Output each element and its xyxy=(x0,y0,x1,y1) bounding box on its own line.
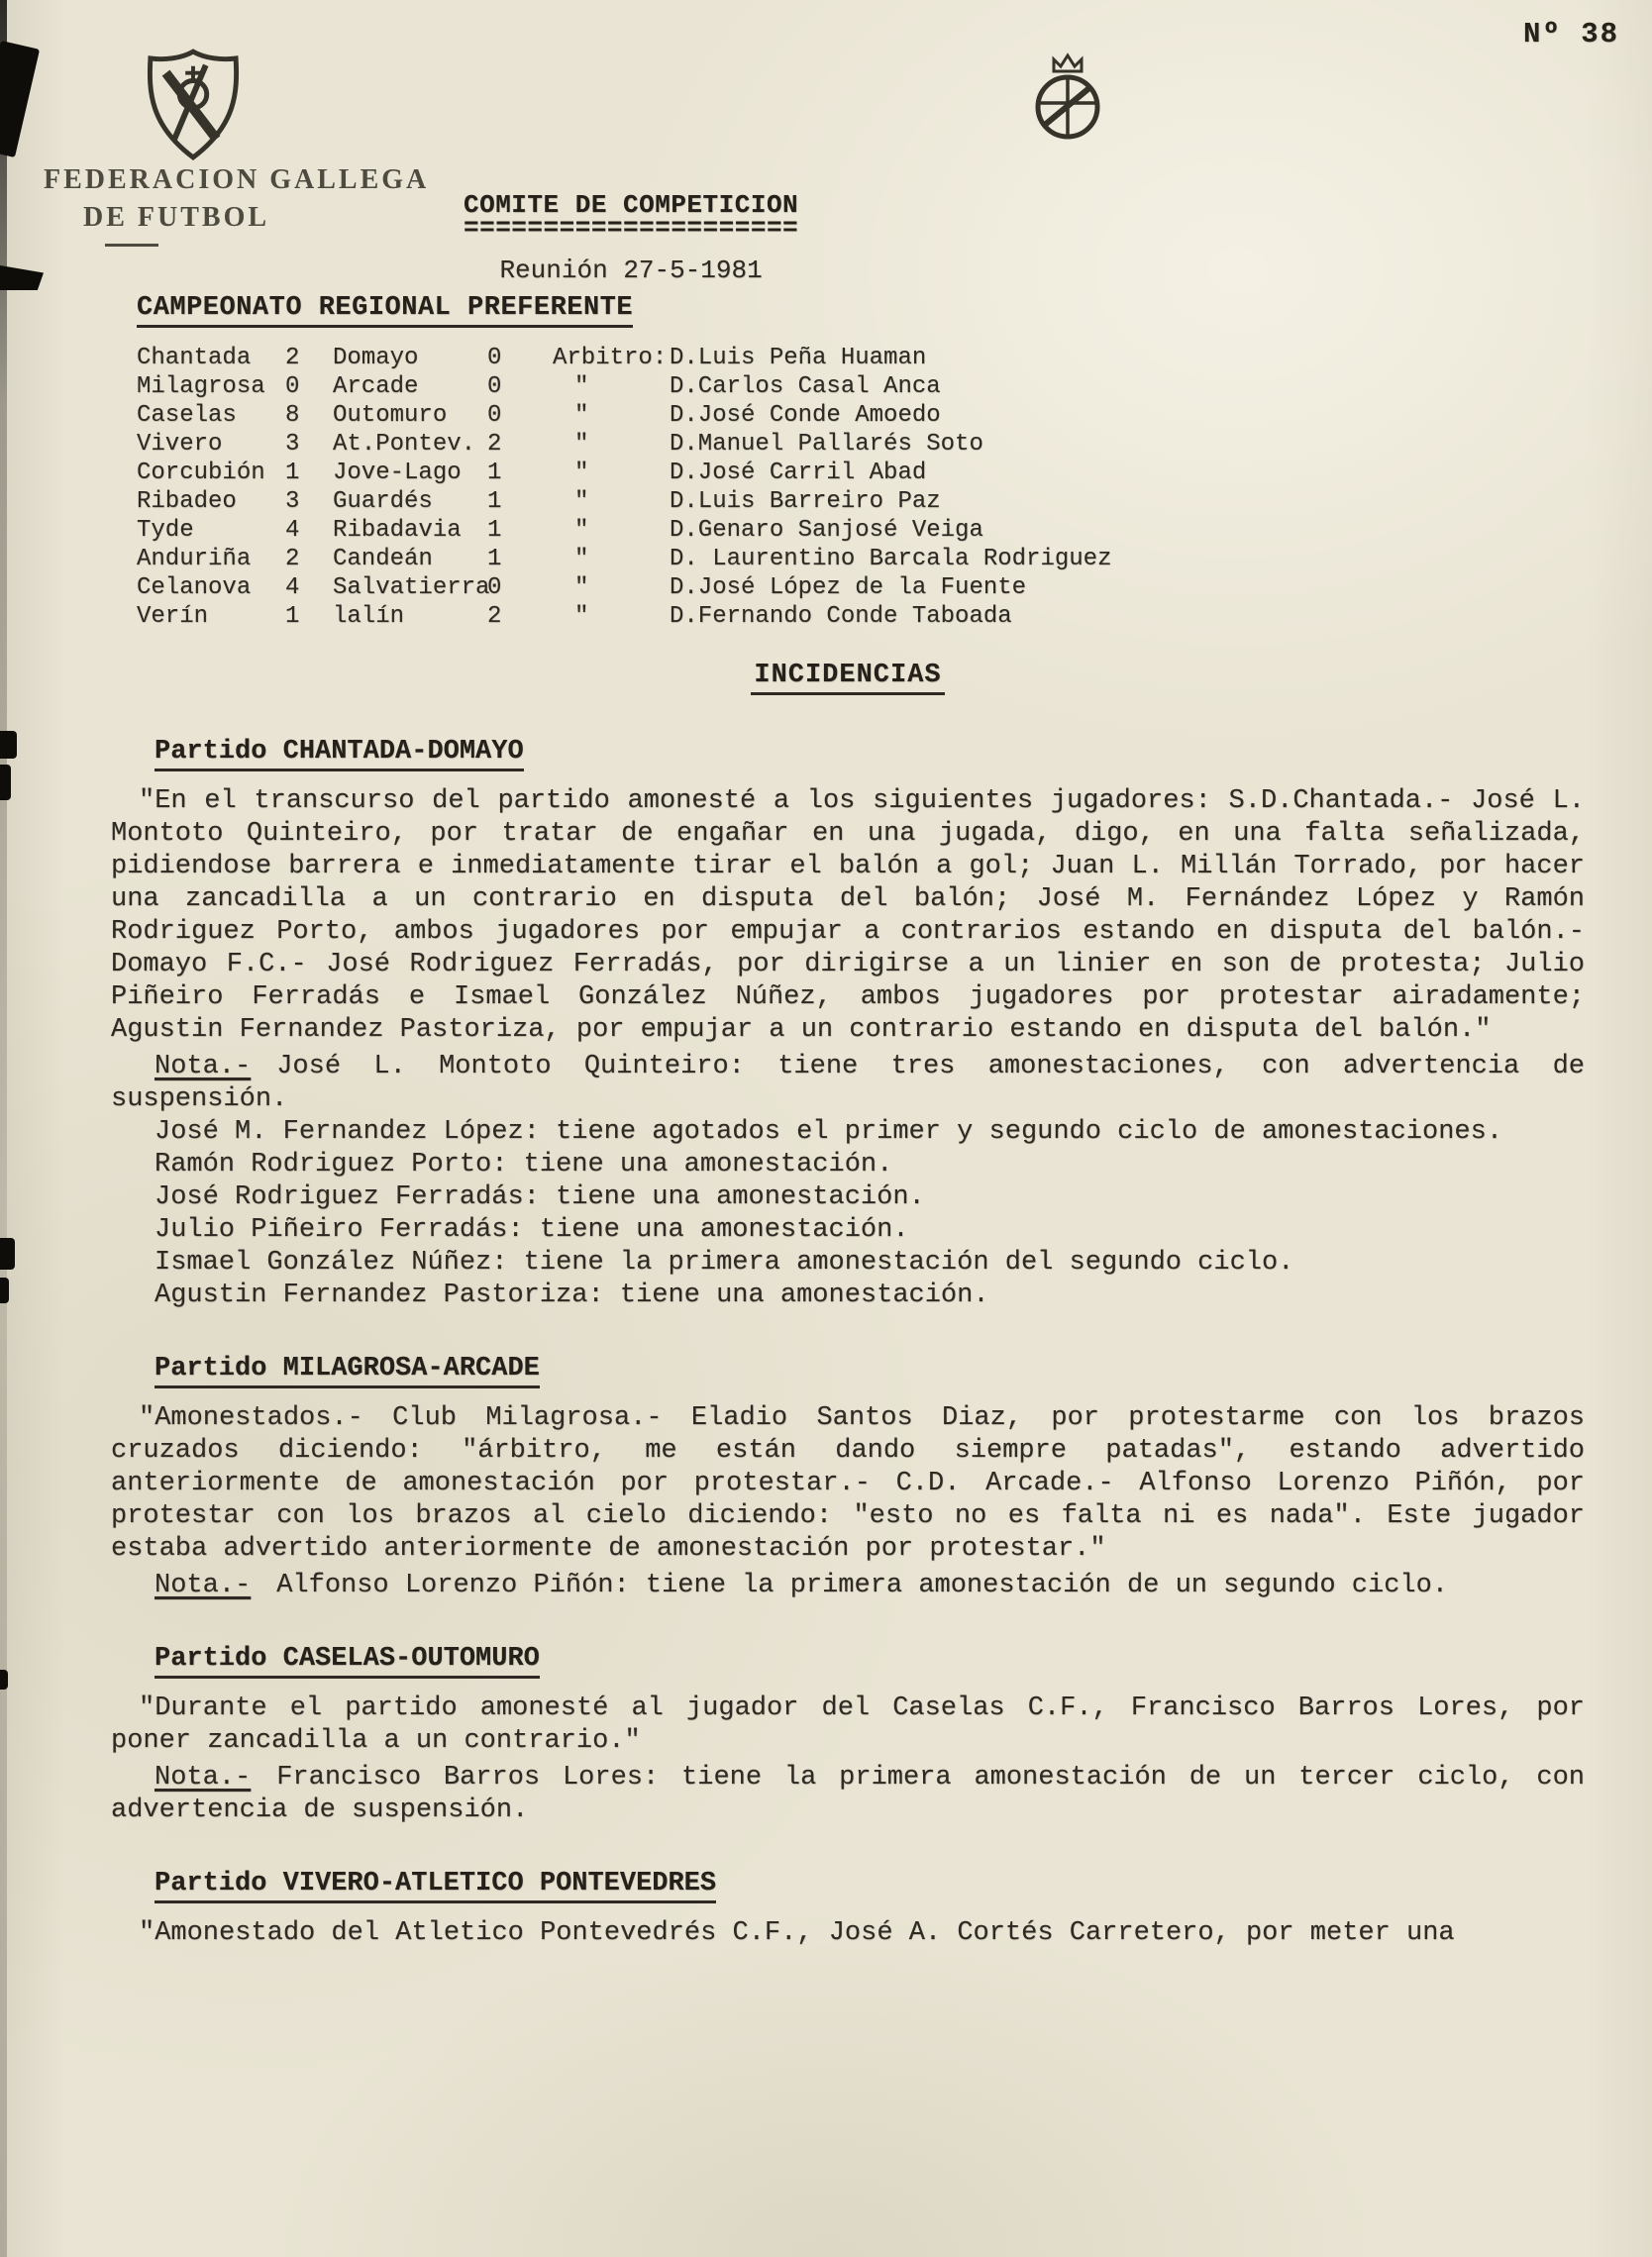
referee-label: " xyxy=(574,402,589,429)
match-row xyxy=(137,545,1585,573)
incident-paragraph: "Amonestados.- Club Milagrosa.- Eladio Santos Diaz, por protestarme con los brazos cruzados diciendo: "árbitro, me están dando siempre patadas", estando advertido anteriormente de amonestación por protestar.- C.D. Arcade.- Alfonso Lorenzo Piñón, por protestar con los brazos al cielo diciendo: "esto no es falta ni es nada". Este jugador estaba advertido anteriormente de amonestación por protestar." xyxy=(111,1403,1585,1564)
section-heading: Partido MILAGROSA-ARCADE xyxy=(155,1354,540,1388)
away-team: Guardés xyxy=(333,488,433,515)
org-underline xyxy=(105,244,158,247)
referee-name: D.José Carril Abad xyxy=(670,460,927,486)
away-score: 2 xyxy=(487,431,502,458)
match-row xyxy=(137,430,1585,459)
sanction-line: José Rodriguez Ferradás: tiene una amonestación. xyxy=(155,1182,925,1212)
referee-label: " xyxy=(574,488,589,515)
home-score: 2 xyxy=(285,345,300,371)
home-score: 3 xyxy=(285,431,300,458)
incident-paragraph: "Amonestado del Atletico Pontevedrés C.F., José A. Cortés Carretero, por meter una xyxy=(139,1918,1455,1948)
home-team: Ribadeo xyxy=(137,488,237,515)
home-score: 0 xyxy=(285,373,300,400)
nota-text: Alfonso Lorenzo Piñón: tiene la primera amonestación de un segundo ciclo. xyxy=(276,1571,1449,1600)
referee-name: D.Luis Peña Huaman xyxy=(670,345,927,371)
binding-mark xyxy=(0,265,44,290)
referee-name: D.Genaro Sanjosé Veiga xyxy=(670,517,983,544)
binding-mark xyxy=(0,765,11,800)
match-row xyxy=(137,401,1585,430)
binding-edge-shadow xyxy=(0,0,7,2257)
incident-paragraph: "En el transcurso del partido amonesté a los siguientes jugadores: S.D.Chantada.- José L. Montoto Quinteiro, por tratar de engañar en una jugada, digo, en una falta señalizada, pidiendose barrera e inmediatamente tirar el balón a gol; Juan L. Millán Torrado, por hacer una zancadilla a un contrario en disputa del balón; José M. Fernández López y Ramón Rodriguez Porto, ambos jugadores por empujar a contrarios estando en disputa del balón.- Domayo F.C.- José Rodriguez Ferradás, por dirigirse a un linier en son de protesta; Julio Piñeiro Ferradás e Ismael González Núñez, ambos jugadores por protestar airadamente; Agustin Fernandez Pastoriza, por empujar a un contrario estando en disputa del balón." xyxy=(111,786,1585,1045)
away-score: 0 xyxy=(487,373,502,400)
away-score: 0 xyxy=(487,345,502,371)
away-team: Ribadavia xyxy=(333,517,462,544)
sanction-line: Ramón Rodriguez Porto: tiene una amonestación. xyxy=(155,1150,893,1180)
referee-label: Arbitro: xyxy=(553,345,668,371)
home-team: Anduriña xyxy=(137,546,252,572)
section-heading: Partido VIVERO-ATLETICO PONTEVEDRES xyxy=(155,1869,716,1903)
referee-name: D.Carlos Casal Anca xyxy=(670,373,941,400)
home-team: Tyde xyxy=(137,517,194,544)
home-score: 4 xyxy=(285,517,300,544)
home-score: 4 xyxy=(285,574,300,601)
referee-label: " xyxy=(574,517,589,544)
referee-label: " xyxy=(574,460,589,486)
committee-title-underline: ===================== xyxy=(464,213,799,243)
match-row xyxy=(137,459,1585,487)
home-team: Vivero xyxy=(137,431,223,458)
binding-mark xyxy=(0,1670,8,1690)
incident-paragraph: "Durante el partido amonesté al jugador del Caselas C.F., Francisco Barros Lores, por poner zancadilla a un contrario." xyxy=(111,1693,1585,1756)
nota-text: José L. Montoto Quinteiro: tiene tres amonestaciones, con advertencia de suspensión. xyxy=(111,1052,1585,1114)
referee-label: " xyxy=(574,603,589,630)
match-row xyxy=(137,372,1585,401)
referee-label: " xyxy=(574,574,589,601)
document-body xyxy=(111,293,1585,1950)
match-row xyxy=(137,516,1585,545)
binding-mark xyxy=(0,1238,15,1270)
results-table xyxy=(137,344,1585,631)
match-row xyxy=(137,573,1585,602)
away-team: Domayo xyxy=(333,345,419,371)
incident-section-milagrosa-arcade xyxy=(111,1354,1585,1602)
royal-crest-logo xyxy=(1028,51,1107,145)
away-score: 1 xyxy=(487,517,502,544)
organization-name xyxy=(44,164,429,247)
nota-line xyxy=(111,1762,1585,1827)
home-score: 8 xyxy=(285,402,300,429)
sanction-line: Julio Piñeiro Ferradás: tiene una amonestación. xyxy=(155,1215,909,1245)
org-line2: DE FUTBOL xyxy=(83,202,270,233)
home-score: 1 xyxy=(285,603,300,630)
away-team: Outomuro xyxy=(333,402,448,429)
match-row xyxy=(137,487,1585,516)
sanction-line: José M. Fernandez López: tiene agotados el primer y segundo ciclo de amonestaciones. xyxy=(155,1117,1503,1147)
away-score: 2 xyxy=(487,603,502,630)
home-team: Milagrosa xyxy=(137,373,265,400)
referee-name: D.Luis Barreiro Paz xyxy=(670,488,941,515)
referee-name: D.José López de la Fuente xyxy=(670,574,1027,601)
section-heading: Partido CASELAS-OUTOMURO xyxy=(155,1644,540,1679)
results-title: CAMPEONATO REGIONAL PREFERENTE xyxy=(137,293,633,328)
away-score: 0 xyxy=(487,574,502,601)
committee-block xyxy=(464,190,798,285)
referee-name: D.Fernando Conde Taboada xyxy=(670,603,1012,630)
home-team: Caselas xyxy=(137,402,237,429)
incident-section-caselas-outomuro xyxy=(111,1644,1585,1827)
section-heading: Partido CHANTADA-DOMAYO xyxy=(155,737,524,771)
home-score: 3 xyxy=(285,488,300,515)
nota-label: Nota.- xyxy=(155,1763,252,1793)
org-line1: FEDERACION GALLEGA xyxy=(44,164,430,195)
incidencias-title: INCIDENCIAS xyxy=(751,661,944,695)
binding-mark xyxy=(0,41,40,157)
away-team: Jove-Lago xyxy=(333,460,462,486)
home-score: 1 xyxy=(285,460,300,486)
committee-title: COMITE DE COMPETICION xyxy=(464,190,799,220)
binding-mark xyxy=(0,1278,9,1303)
referee-name: D.Manuel Pallarés Soto xyxy=(670,431,983,458)
away-team: Salvatierra xyxy=(333,574,490,601)
incident-section-vivero-atletico xyxy=(111,1869,1585,1950)
away-score: 0 xyxy=(487,402,502,429)
home-team: Corcubión xyxy=(137,460,265,486)
away-team: lalín xyxy=(333,603,405,630)
referee-label: " xyxy=(574,431,589,458)
match-row xyxy=(137,602,1585,631)
away-team: Candeán xyxy=(333,546,433,572)
sanction-line: Ismael González Núñez: tiene la primera amonestación del segundo ciclo. xyxy=(155,1248,1294,1278)
nota-label: Nota.- xyxy=(155,1052,252,1081)
nota-line xyxy=(111,1051,1585,1116)
nota-text: Francisco Barros Lores: tiene la primera amonestación de un tercer ciclo, con advertencia de suspensión. xyxy=(111,1763,1585,1825)
away-score: 1 xyxy=(487,488,502,515)
referee-name: D.José Conde Amoedo xyxy=(670,402,941,429)
away-score: 1 xyxy=(487,546,502,572)
incident-section-chantada-domayo xyxy=(111,737,1585,1312)
home-team: Verín xyxy=(137,603,209,630)
meeting-date: Reunión 27-5-1981 xyxy=(499,256,763,285)
away-score: 1 xyxy=(487,460,502,486)
nota-label: Nota.- xyxy=(155,1571,252,1600)
federation-shield-logo xyxy=(145,48,242,162)
sanction-line: Agustin Fernandez Pastoriza: tiene una amonestación. xyxy=(155,1281,989,1310)
match-row xyxy=(137,344,1585,372)
page-number: Nº 38 xyxy=(1523,18,1620,51)
away-team: Arcade xyxy=(333,373,419,400)
referee-label: " xyxy=(574,373,589,400)
referee-name: D. Laurentino Barcala Rodriguez xyxy=(670,546,1112,572)
binding-mark xyxy=(0,731,17,759)
away-team: At.Pontev. xyxy=(333,431,476,458)
home-team: Celanova xyxy=(137,574,252,601)
home-team: Chantada xyxy=(137,345,252,371)
nota-line xyxy=(111,1570,1585,1602)
home-score: 2 xyxy=(285,546,300,572)
referee-label: " xyxy=(574,546,589,572)
